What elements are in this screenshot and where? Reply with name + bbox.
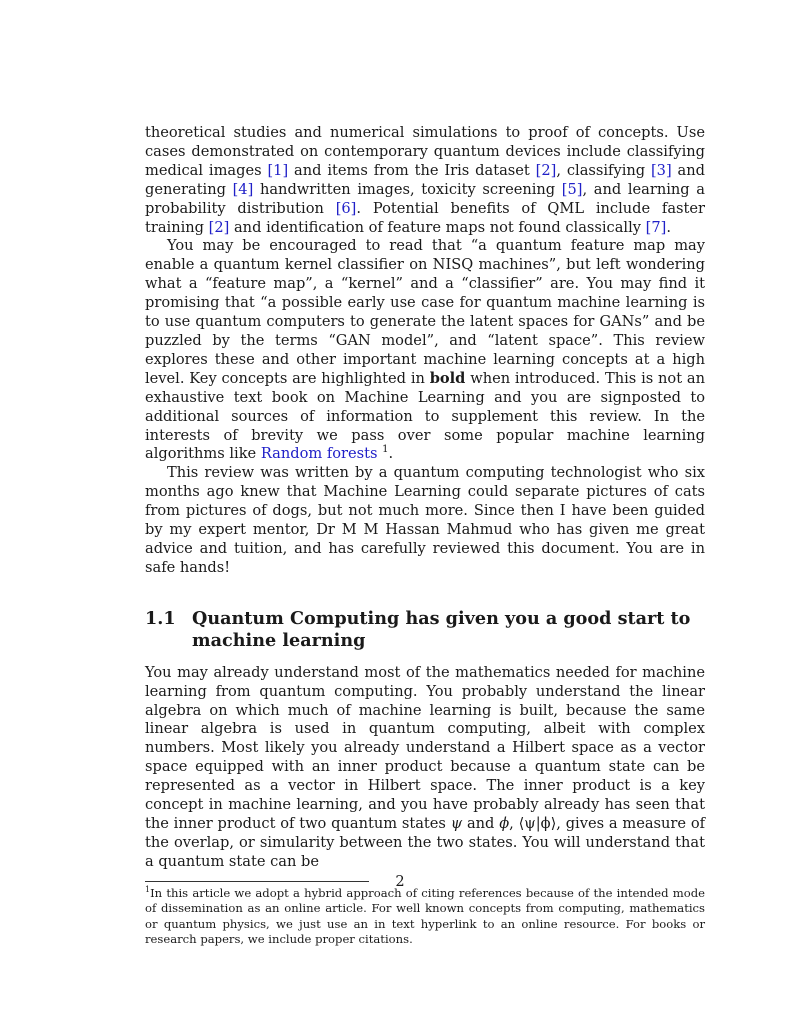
text-span: , <box>509 815 519 832</box>
paragraph-quantum-math <box>145 664 705 872</box>
footnote <box>145 886 705 948</box>
section-number: 1.1 <box>145 607 176 629</box>
text-span: , and learning a probability distribution <box>145 180 705 217</box>
section-title: Quantum Computing has given you a good start to machine learning <box>192 607 691 651</box>
text-span: . Potential benefits of QML include faster training <box>145 199 705 236</box>
paragraph-intro-use-cases <box>145 124 705 237</box>
section-heading <box>145 608 705 652</box>
bold-term: bold <box>429 369 466 387</box>
citation-link[interactable]: [6] <box>335 199 357 217</box>
citation-link[interactable]: [4] <box>232 180 254 198</box>
text-span: You may already understand most of the mathematics needed for machine learning from quantum computing. You probably understand the linear algebra on which much of machine learning is built, because the same linear algebra is used in quantum computing, albeit with complex numbers. Most likely you already understand a Hilbert space as a vector space equipped with an inner product because a quantum state can be represented as a vector in Hilbert space. The inner product is a key concept in machine learning, and you have probably already has seen that the inner product of two quantum states <box>145 663 705 832</box>
footnote-marker[interactable]: 1 <box>382 444 389 456</box>
text-span: when introduced. This is not an exhaustive text book on Machine Learning and you are signposted to additional sources of information to supplement this review. In the interests of brevity we pass over some popular machine learning algorithms like <box>145 369 705 463</box>
random-forests-link[interactable]: Random forests <box>260 445 378 463</box>
text-span: and identification of feature maps not found classically <box>229 218 646 236</box>
math-psi: ψ <box>450 815 463 832</box>
paragraph-author-note <box>145 464 705 577</box>
citation-link[interactable]: [5] <box>561 180 583 198</box>
text-span: and items from the Iris dataset <box>288 161 536 179</box>
text-span: This review was written by a quantum computing technologist who six months ago knew that Machine Learning could separate pictures of cats from pictures of dogs, but not much more. Since then I have been guided by my expert mentor, Dr M M Hassan Mahmud who has given me great advice and tuition, and has carefully reviewed this document. You are in safe hands! <box>145 464 705 576</box>
page-number: 2 <box>395 873 405 890</box>
citation-link[interactable]: [3] <box>650 161 672 179</box>
page-body <box>145 124 705 948</box>
citation-link[interactable]: [2] <box>208 218 230 236</box>
footnote-text: In this article we adopt a hybrid approach of citing references because of the intended mode of dissemination as an online article. For well known concepts from computing, mathematics or quantum physics, we just use an in text hyperlink to an online resource. For books or research papers, we include proper citations. <box>145 885 705 947</box>
text-span: and generating <box>145 161 705 198</box>
text-span: . <box>388 445 394 463</box>
math-inner-product: ⟨ψ|ϕ⟩ <box>518 815 557 832</box>
text-span: theoretical studies and numerical simulations to proof of concepts. Use cases demonstrated on contemporary quantum devices include classifying medical images <box>145 124 705 179</box>
paragraph-review-scope <box>145 237 705 464</box>
footnote-number: 1 <box>145 884 151 894</box>
text-span: You may be encouraged to read that “a quantum feature map may enable a quantum kernel classifier on NISQ machines”, but left wondering what a “feature map”, a “kernel” and a “classifier” are. You may find it promising that “a possible early use case for quantum machine learning is to use quantum computers to generate the latent spaces for GANs” and be puzzled by the terms “GAN model”, and “latent space”. This review explores these and other important machine learning concepts at a high level. Key concepts are highlighted in <box>145 237 705 387</box>
text-span: , gives a measure of the overlap, or simularity between the two states. You will understand that a quantum state can be <box>145 815 706 870</box>
text-span: . <box>666 218 671 236</box>
text-span: , classifying <box>556 161 651 179</box>
text-span: handwritten images, toxicity screening <box>253 180 562 198</box>
citation-link[interactable]: [1] <box>267 161 289 179</box>
citation-link[interactable]: [7] <box>645 218 667 236</box>
text-span: and <box>462 815 500 832</box>
math-phi: ϕ <box>499 815 510 832</box>
citation-link[interactable]: [2] <box>535 161 557 179</box>
